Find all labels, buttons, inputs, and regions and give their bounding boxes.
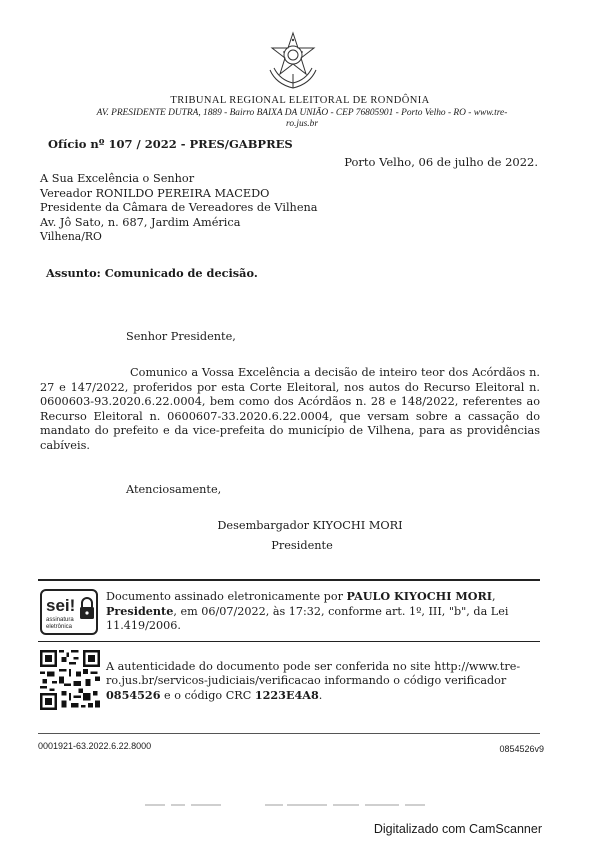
organization-address <box>62 108 542 130</box>
signature-signer-name: PAULO KIYOCHI MORI <box>346 589 492 603</box>
document-id: 0854526v9 <box>499 744 544 754</box>
sei-logo-sub2: eletrônica <box>46 624 73 630</box>
recipient-block <box>40 172 318 245</box>
verifier-code: 0854526 <box>106 688 161 702</box>
recipient-line: Av. Jô Sato, n. 687, Jardim América <box>40 215 241 229</box>
qr-code-icon <box>40 650 100 710</box>
organization-name: TRIBUNAL REGIONAL ELEITORAL DE RONDÔNIA <box>170 95 430 106</box>
camscanner-watermark: Digitalizado com CamScanner <box>373 822 542 836</box>
oficio-number: Ofício nº 107 / 2022 - PRES/GABPRES <box>48 137 293 151</box>
sei-signature-logo <box>40 589 98 635</box>
body-paragraph: Comunico a Vossa Excelência a decisão de inteiro teor dos Acórdãos n. 27 e 147/2022, proferidos por esta Corte Eleitoral, nos autos do Recurso Eleitoral n. 0600603-93.2020.6.22.0004, bem como dos Acórdãos n. 28 e 148/2022, referentes ao Recurso Eleitoral n. 0600607-33.2020.6.22.0004, que versam sobre a cassação do mandato do prefeito e da vice-prefeita do município de Vilhena, para as providências cabíveis. <box>40 366 540 452</box>
signer-block <box>0 519 600 552</box>
crc-code: 1223E4A8 <box>254 688 319 702</box>
process-number: 0001921-63.2022.6.22.8000 <box>38 741 152 751</box>
recipient-line: Presidente da Câmara de Vereadores de Vilhena <box>40 201 318 214</box>
closing: Atenciosamente, <box>126 483 222 496</box>
salutation: Senhor Presidente, <box>126 330 236 343</box>
signer-name: Desembargador KIYOCHI MORI <box>217 519 403 532</box>
sei-logo-text: sei! <box>46 596 76 615</box>
signer-role: Presidente <box>271 539 333 552</box>
coat-of-arms-icon <box>262 30 324 92</box>
city-date: Porto Velho, 06 de julho de 2022. <box>344 155 538 169</box>
faded-scan-artifact <box>145 802 445 808</box>
subject-line: Assunto: Comunicado de decisão. <box>46 266 258 280</box>
address-line-2: ro.jus.br <box>286 119 318 129</box>
address-line-1: AV. PRESIDENTE DUTRA, 1889 - Bairro BAIXA DA UNIÃO - CEP 76805901 - Porto Velho - RO - www.tre- <box>96 108 508 118</box>
recipient-line: A Sua Excelência o Senhor <box>40 172 195 185</box>
recipient-line: Vilhena/RO <box>40 230 102 243</box>
divider <box>38 579 540 581</box>
divider <box>38 641 540 642</box>
recipient-line: Vereador RONILDO PEREIRA MACEDO <box>40 186 270 200</box>
signature-signer-role: Presidente <box>106 604 174 618</box>
sei-logo-sub1: assinatura <box>46 617 74 623</box>
divider <box>38 733 540 734</box>
verification-text: A autenticidade do documento pode ser conferida no site http://www.tre-ro.jus.br/servicos-judiciais/verificacao informando o código verificador 0854526 e o código CRC 1223E4A8. <box>106 660 521 702</box>
electronic-signature-text: Documento assinado eletronicamente por PAULO KIYOCHI MORI, Presidente, em 06/07/2022, às 17:32, conforme art. 1º, III, "b", da Lei 11.419/2006. <box>106 589 509 632</box>
